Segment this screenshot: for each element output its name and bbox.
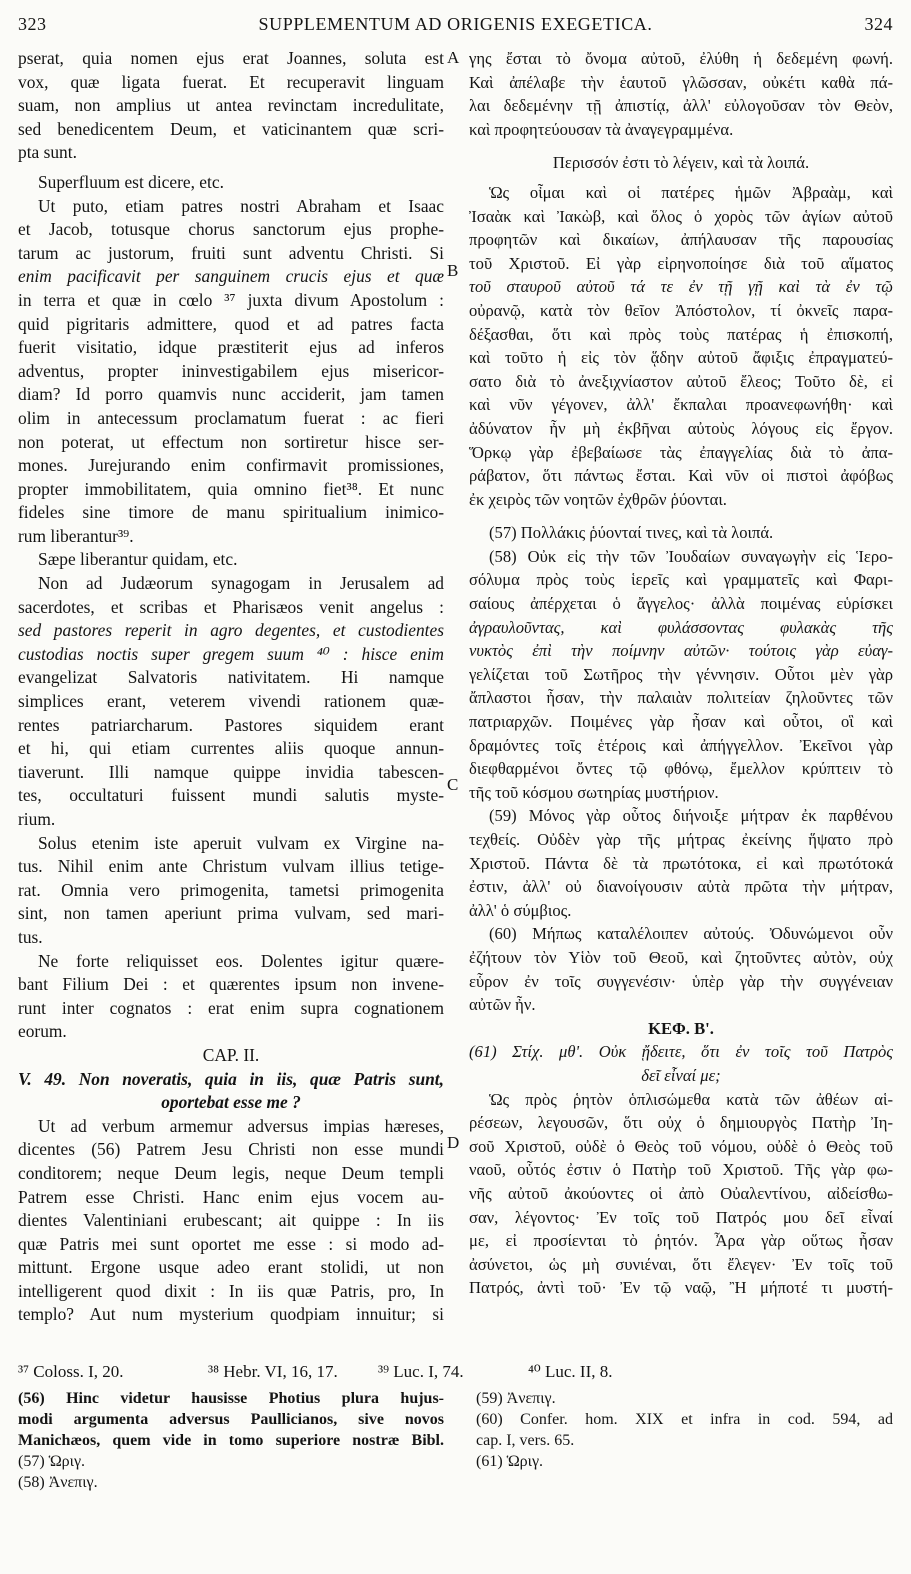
text-line: rum liberantur³⁹. bbox=[18, 525, 134, 546]
text-line: ἐστιν, ἀλλ' οὐ διανοίγουσιν αὐτὰ πρῶτα τὴν μήτραν, bbox=[469, 877, 893, 897]
greek-paragraph-5 bbox=[469, 545, 893, 805]
text-line: τῆς τοῦ κόσμου σωτηρίας μυστήριον. bbox=[469, 782, 719, 802]
text-line: rat. Omnia vero primogenita, tametsi primogenita bbox=[18, 879, 444, 900]
page-number-left: 323 bbox=[18, 14, 47, 34]
text-line: sacerdotes, et scribas et Pharisæos venit angelus : bbox=[18, 596, 444, 617]
text-line: δραμόντες τοῖς ἑτέροις καὶ ἀπήγγελλον. Ἐκεῖνοι γὰρ bbox=[469, 735, 893, 755]
footnote-ref-37: ³⁷ Coloss. I, 20. bbox=[18, 1362, 124, 1381]
text-line: sint, non tamen aperiunt prima vulvam, sed mari- bbox=[18, 903, 444, 924]
footnote-ref-40: ⁴⁰ Luc. II, 8. bbox=[528, 1362, 613, 1381]
text-line: σαν, λέγοντος· Ἐν τοῖς τοῦ Πατρός μου δεῖ εἶναί bbox=[469, 1207, 893, 1227]
verse-heading-greek: (61) Στίχ. μθ'. Οὐκ ᾔδειτε, ὅτι ἐν τοῖς τοῦ Πατρὸς bbox=[469, 1042, 893, 1062]
text-line: τοῦ σταυροῦ αὐτοῦ τά τε ἐν τῇ γῇ καὶ τὰ ἐν τῷ bbox=[469, 277, 893, 297]
text-line: olim in antecessum proclamatum fuerat : ac fieri bbox=[18, 407, 444, 428]
text-line: fuerit visitatio, idque præstiterit ejus ad inferos bbox=[18, 337, 444, 358]
footnote-line: (57) Ὡριγ. bbox=[18, 1453, 86, 1470]
text-line: tes, occultaturi fuissent mundi salutis myste- bbox=[18, 785, 444, 806]
text-line: sed pastores reperit in agro degentes, et custodientes bbox=[18, 620, 444, 641]
text-line: vox, quæ ligata fuerat. Et recuperavit linguam bbox=[18, 71, 444, 92]
footnote-line: Manichæos, quem vide in tomo superiore nostræ Bibl. bbox=[18, 1432, 444, 1449]
text-line: fideles sine timore de manu spiritualium inimico- bbox=[18, 502, 444, 523]
text-line: σόλυμα πρὸς τοὺς ἱερεῖς καὶ γραμματεῖς καὶ Φαρι- bbox=[469, 570, 893, 590]
text-line: rentes patriarcharum. Pastores siquidem erant bbox=[18, 714, 444, 735]
text-line: tarum ac justorum, fruiti sunt adventu Christi. Si bbox=[18, 242, 444, 263]
text-line: καὶ νῦν γέγονεν, ἀλλ' ἔκπαλαι προανεφωνήθη· καὶ bbox=[469, 395, 893, 415]
margin-letter-a: A bbox=[447, 48, 460, 67]
text-line: mittunt. Ergone usque adeo erant stolidi, ut non bbox=[18, 1257, 444, 1278]
text-line: quid pigritaris admittere, quod et ad patres facta bbox=[18, 313, 444, 334]
text-line: σοῦ Χριστοῦ, οὐδὲ ὁ Θεὸς τοῦ νόμου, οὐδὲ ὁ Θεὸς τοῦ bbox=[469, 1136, 893, 1156]
text-line: νῆς αὐτοῦ ἀκούοντες οἱ ἀπὸ Οὐαλεντίνου, αἰδείσθω- bbox=[469, 1183, 893, 1203]
text-line: ναοῦ, οὗτός ἐστιν ὁ Πατὴρ τοῦ Χριστοῦ. Τῆς γὰρ φω- bbox=[469, 1160, 893, 1180]
text-line: custodias noctis super gregem suum ⁴⁰ : hisce enim bbox=[18, 643, 444, 664]
verse-heading-latin-cont: oportebat esse me ? bbox=[161, 1092, 301, 1113]
footnote-line: (59) Ἀνεπιγ. bbox=[476, 1390, 556, 1407]
text-line: πατριαρχῶν. Ποιμένες γὰρ ἦσαν καὶ οὗτοι, οἳ καὶ bbox=[469, 712, 893, 732]
text-line: Ut puto, etiam patres nostri Abraham et Isaac bbox=[38, 195, 444, 216]
text-line: quæ Patris mei sunt oportet me esse : si modo ad- bbox=[18, 1233, 444, 1254]
running-title: SUPPLEMENTUM AD ORIGENIS EXEGETICA. bbox=[258, 14, 653, 34]
latin-paragraph-3 bbox=[18, 195, 444, 549]
text-line: diam? Id porro quamvis nunc acciderit, jam tamen bbox=[18, 384, 444, 405]
text-line: evangelizat Salvatoris nativitatem. Hi namque bbox=[18, 667, 444, 688]
text-line: (60) Μήπως καταλέλοιπεν αὐτούς. Ὀδυνώμενοι οὖν bbox=[489, 924, 893, 944]
text-line: Καὶ ἀπέλαβε τὴν ἑαυτοῦ γλῶσσαν, οὐκέτι καθὰ πά- bbox=[469, 72, 893, 92]
greek-column bbox=[469, 47, 893, 1300]
text-line: eorum. bbox=[18, 1021, 67, 1042]
text-line: δέξασθαι, ὅτι καὶ πρὸς τοὺς πατέρας ἡ ἐπισκοπή, bbox=[469, 324, 893, 344]
text-line: αὐτῶν ἦν. bbox=[469, 995, 536, 1015]
text-line: mones. Jurejurando enim confirmavit promissiones, bbox=[18, 455, 444, 476]
footnote-line: (61) Ὡριγ. bbox=[476, 1453, 544, 1470]
text-line: λαι δεδεμένην τῇ ἀπιστίᾳ, ἀλλ' εὐλογοῦσαν τὸν Θεὸν, bbox=[469, 96, 893, 116]
text-line: Solus etenim iste aperuit vulvam ex Virgine na- bbox=[38, 832, 444, 853]
text-line: sed benedicentem Deum, et vaticinantem quæ scri- bbox=[18, 118, 444, 139]
text-line: tiaverunt. Illi namque quippe invidia tabescen- bbox=[18, 761, 444, 782]
text-line: γελίζεται τοῦ Σωτῆρος τὴν γέννησιν. Οὗτοι μὲν γὰρ bbox=[469, 664, 893, 684]
text-line: ἀγραυλοῦντας, καὶ φυλάσσοντας φυλακὰς τῆς bbox=[469, 617, 893, 637]
latin-paragraph-7 bbox=[18, 950, 444, 1044]
footnotes-left bbox=[18, 1388, 444, 1493]
latin-lemma: Superfluum est dicere, etc. bbox=[38, 171, 224, 192]
text-line: dicentes (56) Patrem Jesu Christi non esse mundi bbox=[18, 1139, 444, 1160]
latin-paragraph-6 bbox=[18, 832, 444, 950]
text-line: suam, non amplius ut antea revinctam incredulitate, bbox=[18, 95, 444, 116]
greek-paragraph-1 bbox=[469, 47, 893, 141]
footnote-line: (60) Confer. hom. XIX et infra in cod. 594, ad bbox=[476, 1411, 893, 1428]
text-line: Ut ad verbum armemur adversus impias hæreses, bbox=[38, 1115, 444, 1136]
text-line: καὶ προφητεύουσαν τὰ ἀναγεγραμμένα. bbox=[469, 119, 734, 139]
text-line: tus. Nihil enim ante Christum vulvam illius tetige- bbox=[18, 856, 444, 877]
scripture-references bbox=[18, 1360, 893, 1384]
text-line: runt inter cognatos : erat enim supra cognationem bbox=[18, 997, 444, 1018]
greek-lemma: (57) Πολλάκις ῥύονταί τινες, καὶ τὰ λοιπά. bbox=[489, 523, 774, 543]
text-line: propter immobilitatem, quia omnino fiet³⁸. Et nunc bbox=[18, 478, 444, 499]
text-line: pserat, quia nomen ejus erat Joannes, soluta est bbox=[18, 48, 444, 68]
greek-paragraph-7 bbox=[469, 922, 893, 1016]
page-number-right: 324 bbox=[864, 14, 893, 34]
text-line: ἐζήτουν τὸν Υἱὸν τοῦ Θεοῦ, καὶ ζητοῦντες αὐτὸν, οὐχ bbox=[469, 947, 893, 967]
text-line: τοῦ Χριστοῦ. Εἰ γὰρ εἰρηνοποίησε διὰ τοῦ αἵματος bbox=[469, 253, 893, 273]
text-line: ἀλλ' ὁ σύμβιος. bbox=[469, 900, 572, 920]
text-line: bant Filium Dei : et quærentes ipsum non invene- bbox=[18, 974, 444, 995]
latin-paragraph-5 bbox=[18, 572, 444, 832]
text-line: et hi, qui etiam currentes aliis quoque annun- bbox=[18, 738, 444, 759]
text-line: ἀσύνετοι, ὡς μὴ συνιέναι, ὅτι ἔλεγεν· Ἐν τοῖς τοῦ bbox=[469, 1254, 893, 1274]
text-line: τεχθείς. Οὐδὲν γὰρ τῆς μήτρας ἐκείνης ἥψατο πρὸ bbox=[469, 830, 893, 849]
text-line: ρέσεων, λεγουσῶν, ὅτι οὐχ ὁ δημιουργὸς Πατὴρ Ἰη- bbox=[469, 1113, 893, 1133]
footnote-ref-39: ³⁹ Luc. I, 74. bbox=[378, 1362, 464, 1381]
text-line: Patrem esse Christi. Hanc enim ejus vocem au- bbox=[18, 1186, 444, 1207]
greek-paragraph-8 bbox=[469, 1088, 893, 1300]
text-line: conditorem; neque Deum legis, neque Deum templi bbox=[18, 1162, 444, 1183]
text-line: simplices erant, veterem vivendi rationem quæ- bbox=[18, 691, 444, 712]
footnote-ref-38: ³⁸ Hebr. VI, 16, 17. bbox=[208, 1362, 338, 1381]
text-line: Ne forte reliquisset eos. Dolentes igitur quære- bbox=[38, 950, 444, 971]
text-line: με, εἰ προσίενται τὸ ῥητόν. Ἆρα γὰρ οὕτως ἦσαν bbox=[469, 1231, 893, 1251]
text-line: et Jacob, totusque chorus sanctorum ejus prophe- bbox=[18, 219, 444, 240]
latin-paragraph-1 bbox=[18, 47, 444, 165]
text-line: adventus, propter ininvestigabilem ejus misericor- bbox=[18, 360, 444, 381]
text-line: ράβατον, ὅτι πάντως ἔσται. Καὶ νῦν οἱ πιστοὶ ἀφόβως bbox=[469, 466, 893, 486]
text-line: ἀδύνατον ἦν μὴ ἐκβῆναι αὐτοὺς λόγους εἰς ἔργον. bbox=[469, 418, 893, 438]
text-line: εὗρον ἐν τοῖς συγγενέσιν· ὑπὲρ γὰρ τὴν συγγένειαν bbox=[469, 971, 893, 991]
footnote-line: modi argumenta adversus Paullicianos, sive novos bbox=[18, 1411, 444, 1428]
margin-letter-c: C bbox=[447, 775, 459, 794]
chapter-heading-greek: ΚΕΦ. Β'. bbox=[648, 1018, 714, 1038]
text-line: προφητῶν καὶ δικαίων, ἀπήλαυσαν τῆς παρουσίας bbox=[469, 230, 893, 250]
verse-heading-greek-cont: δεῖ εἶναί με; bbox=[641, 1065, 721, 1085]
text-line: γης ἔσται τὸ ὄνομα αὐτοῦ, ἐλύθη ἡ δεδεμένη φωνή. bbox=[469, 49, 893, 68]
text-line: σαίους ἀπέρχεται ὁ ἄγγελος· ἀλλὰ ποιμένας εὑρίσκει bbox=[469, 594, 893, 614]
running-header bbox=[0, 14, 911, 38]
text-line: Ὅρκῳ γὰρ ἐβεβαίωσε τὰς ἐπαγγελίας διὰ τὸ ἀπα- bbox=[469, 442, 893, 462]
text-line: οὐρανῷ, κατὰ τὸν θεῖον Ἀπόστολον, τί ὀκνεῖς παρα- bbox=[469, 300, 893, 320]
text-line: in terra et quæ in cœlo ³⁷ juxta divum Apostolum : bbox=[18, 289, 444, 310]
footnote-line: cap. I, vers. 65. bbox=[476, 1432, 575, 1449]
text-line: dientes Valentiniani erubescant; ait quippe : In iis bbox=[18, 1210, 444, 1231]
text-line: (59) Μόνος γὰρ οὗτος διήνοιξε μήτραν ἐκ παρθένου bbox=[489, 806, 893, 826]
text-line: Χριστοῦ. Πάντα δὲ τὰ πρωτότοκα, εἰ καὶ πρωτότοκά bbox=[469, 853, 893, 873]
chapter-heading-latin: CAP. II. bbox=[202, 1044, 260, 1065]
text-line: Ὡς οἶμαι καὶ οἱ πατέρες ἡμῶν Ἀβραὰμ, καὶ bbox=[489, 182, 893, 202]
footnote-line: (58) Ἀνεπιγ. bbox=[18, 1474, 98, 1491]
text-line: ἐκ χειρὸς τῶν νοητῶν ἐχθρῶν ῥύονται. bbox=[469, 489, 727, 509]
text-line: Non ad Judæorum synagogam in Jerusalem ad bbox=[38, 573, 444, 594]
footnotes-right bbox=[476, 1388, 893, 1472]
text-line: σατο διὰ τὸ ἀνεξιχνίαστον αὐτοῦ ἔλεος; Τοῦτο δὲ, εἰ bbox=[469, 371, 893, 391]
text-line: (58) Οὐκ εἰς τὴν τῶν Ἰουδαίων συναγωγὴν εἰς Ἱερο- bbox=[489, 546, 893, 566]
text-line: ἄπλαστοι ἦσαν, τὴν παλαιὰν πολιτείαν ζηλοῦντες τῶν bbox=[469, 688, 893, 708]
greek-paragraph-6 bbox=[469, 804, 893, 922]
text-line: tus. bbox=[18, 926, 43, 947]
greek-paragraph-3 bbox=[469, 181, 893, 511]
text-line: pta sunt. bbox=[18, 142, 77, 163]
latin-paragraph-8 bbox=[18, 1115, 444, 1327]
verse-heading-latin: V. 49. Non noveratis, quia in iis, quæ Patris sunt, bbox=[18, 1068, 444, 1089]
text-line: rium. bbox=[18, 809, 56, 829]
text-line: Πατρός, ἀντὶ τοῦ· Ἐν τῷ ναῷ, Ἢ μήποτέ τι μυστή- bbox=[469, 1278, 893, 1298]
text-line: διεφθαρμένοι ὄντες τῷ φθόνῳ, ἔμελλον κρύπτειν τὸ bbox=[469, 759, 893, 779]
margin-letter-b: B bbox=[447, 261, 459, 280]
latin-column bbox=[18, 47, 444, 1327]
greek-lemma: Περισσόν ἐστι τὸ λέγειν, καὶ τὰ λοιπά. bbox=[552, 153, 810, 173]
text-line: templo? Aut num mysterium quodpiam innuitur; si bbox=[18, 1304, 444, 1325]
latin-lemma: Sæpe liberantur quidam, etc. bbox=[38, 549, 238, 570]
text-line: καὶ τοῦτο ἡ εἰς τὸν ᾅδην αὐτοῦ ἄφιξις ἐπραγματεύ- bbox=[469, 348, 893, 368]
text-line: νυκτὸς ἐπὶ τὴν ποίμνην αὐτῶν· τούτοις γὰρ εὐαγ- bbox=[469, 641, 893, 661]
text-line: Ὡς πρὸς ῥητὸν ὁπλισώμεθα κατὰ τῶν ἀθέων αἱ- bbox=[489, 1089, 893, 1109]
footnote-line: (56) Hinc videtur hausisse Photius plura hujus- bbox=[18, 1390, 444, 1407]
text-line: enim pacificavit per sanguinem crucis ejus et quæ bbox=[18, 266, 444, 287]
text-line: Ἰσαὰκ καὶ Ἰακὼβ, καὶ ὅλος ὁ χορὸς τῶν ἁγίων αὐτοῦ bbox=[469, 206, 893, 226]
text-line: non poterat, ut effectum non sortiretur hisce ser- bbox=[18, 431, 444, 452]
text-line: intelligerent quod dixit : In iis quæ Patris, pro, In bbox=[18, 1280, 444, 1301]
margin-letter-d: D bbox=[447, 1133, 460, 1152]
